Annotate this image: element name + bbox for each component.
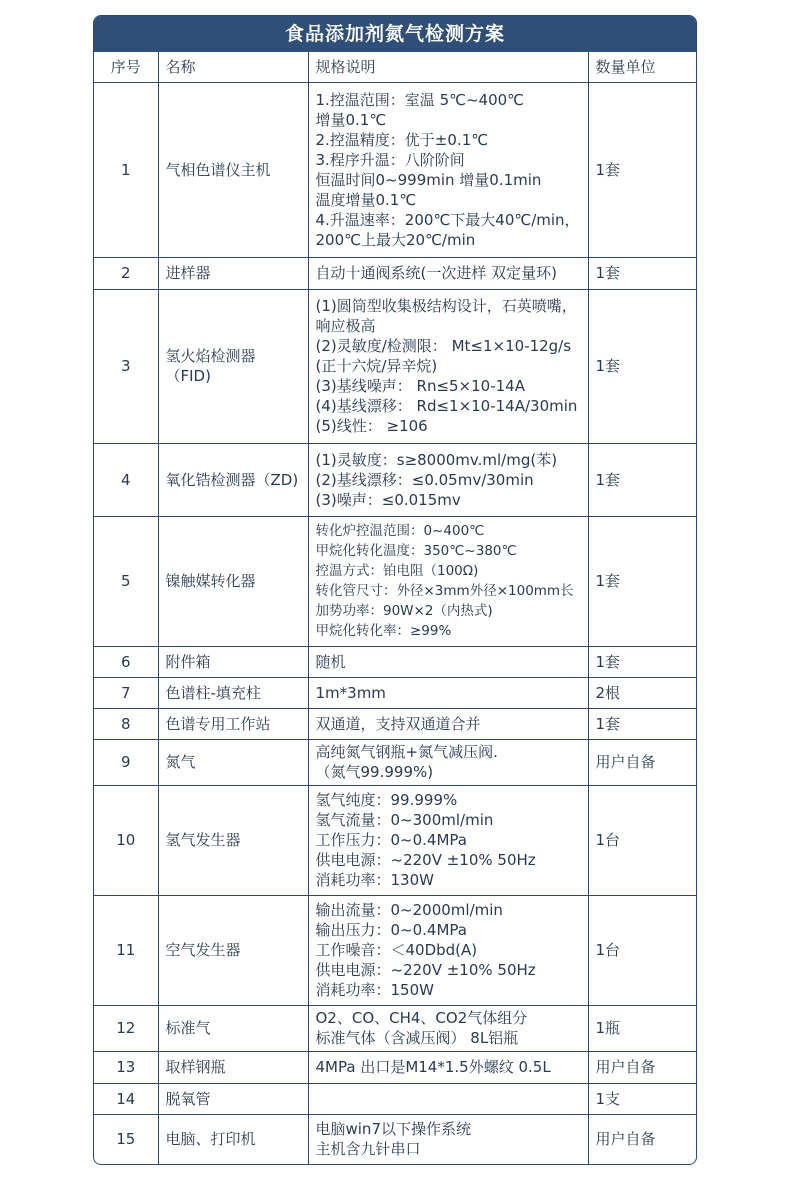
item-spec (308, 1005, 588, 1051)
spec-line: 1m*3mm (315, 683, 386, 702)
item-name: 氢气发生器 (158, 785, 308, 895)
header-spec: 规格说明 (308, 52, 588, 82)
spec-line: (2)灵敏度/检测限： Mt≤1×10-12g/s (315, 337, 572, 355)
item-name: 氮气 (158, 739, 308, 785)
spec-line: 1.控温范围：室温 5℃~400℃ (315, 90, 525, 109)
spec-line: 增量0.1℃ (315, 110, 387, 129)
row-number: 8 (94, 708, 158, 739)
header-row (94, 52, 696, 82)
item-name: 氧化锆检测器（ZD) (158, 443, 308, 516)
spec-line: 输出压力：0~0.4MPa (315, 921, 467, 939)
spec-line: 自动十通阀系统(一次进样 双定量环) (315, 264, 557, 282)
spec-line: (5)线性： ≥106 (315, 417, 428, 435)
row-number: 3 (94, 289, 158, 443)
spec-line: 高纯氮气钢瓶+氮气减压阀. (315, 743, 498, 761)
item-quantity: 1支 (588, 1083, 696, 1114)
spec-line: 主机含九针串口 (315, 1140, 421, 1159)
item-spec (308, 257, 588, 289)
spec-line: 消耗功率：150W (315, 981, 434, 999)
spec-line: 2.控温精度：优于±0.1℃ (315, 130, 489, 149)
scheme-table-card (93, 15, 697, 1165)
item-quantity: 1套 (588, 289, 696, 443)
item-name: 取样钢瓶 (158, 1051, 308, 1083)
table-row (94, 289, 696, 443)
scheme-table (94, 52, 696, 1164)
item-quantity: 1套 (588, 82, 696, 257)
spec-line: 恒温时间0~999min 增量0.1min (315, 170, 542, 189)
spec-line: 氢气流量：0~300ml/min (315, 811, 494, 829)
spec-line: 温度增量0.1℃ (315, 190, 417, 209)
header-qty: 数量单位 (588, 52, 696, 82)
item-spec (308, 289, 588, 443)
table-row (94, 1051, 696, 1083)
item-spec (308, 1114, 588, 1164)
item-quantity: 1台 (588, 895, 696, 1005)
spec-line: 甲烷化转化率：≥99% (315, 623, 452, 639)
spec-line: 转化炉控温范围：0~400℃ (315, 523, 485, 539)
item-name: 附件箱 (158, 646, 308, 677)
spec-line: 输出流量：0~2000ml/min (315, 901, 503, 919)
table-row (94, 1114, 696, 1164)
row-number: 11 (94, 895, 158, 1005)
spec-line: 标准气体（含减压阀） 8L铝瓶 (315, 1029, 519, 1047)
spec-line: 4MPa 出口是M14*1.5外螺纹 0.5L (315, 1058, 551, 1076)
spec-line: O2、CO、CH4、CO2气体组分 (315, 1009, 528, 1027)
item-spec (308, 1051, 588, 1083)
item-spec (308, 785, 588, 895)
item-quantity: 用户自备 (588, 1114, 696, 1164)
spec-line: (1)灵敏度：s≥8000mv.ml/mg(苯) (315, 450, 558, 469)
spec-line: 双通道，支持双通道合并 (315, 714, 481, 733)
item-spec (308, 443, 588, 516)
spec-line: 消耗功率：130W (315, 871, 434, 889)
spec-line: (1)圆筒型收集极结构设计，石英喷嘴， (315, 297, 577, 315)
row-number: 1 (94, 82, 158, 257)
item-quantity: 用户自备 (588, 739, 696, 785)
item-spec (308, 677, 588, 708)
item-spec (308, 739, 588, 785)
item-name: 电脑、打印机 (158, 1114, 308, 1164)
table-row (94, 257, 696, 289)
item-name: 镍触媒转化器 (158, 516, 308, 646)
item-spec (308, 82, 588, 257)
item-name: 氢火焰检测器（FID) (158, 289, 308, 443)
spec-line: 氢气纯度：99.999% (315, 791, 458, 809)
table-row (94, 646, 696, 677)
table-row (94, 708, 696, 739)
table-row (94, 1083, 696, 1114)
row-number: 12 (94, 1005, 158, 1051)
item-name: 标准气 (158, 1005, 308, 1051)
row-number: 6 (94, 646, 158, 677)
row-number: 10 (94, 785, 158, 895)
spec-line: 工作压力：0~0.4MPa (315, 831, 467, 849)
item-name: 空气发生器 (158, 895, 308, 1005)
item-quantity: 1套 (588, 516, 696, 646)
table-body (94, 82, 696, 1164)
row-number: 14 (94, 1083, 158, 1114)
spec-line: 4.升温速率：200℃下最大40℃/min， (315, 210, 580, 229)
item-quantity: 1套 (588, 646, 696, 677)
row-number: 2 (94, 257, 158, 289)
item-name: 脱氧管 (158, 1083, 308, 1114)
spec-line: 转化管尺寸：外径×3mm外径×100mm长 (315, 583, 574, 599)
spec-line: 供电电源：~220V ±10% 50Hz (315, 851, 536, 869)
item-name: 色谱专用工作站 (158, 708, 308, 739)
item-name: 气相色谱仪主机 (158, 82, 308, 257)
row-number: 9 (94, 739, 158, 785)
item-quantity: 1套 (588, 708, 696, 739)
table-row (94, 443, 696, 516)
header-no: 序号 (94, 52, 158, 82)
header-name: 名称 (158, 52, 308, 82)
spec-line: (正十六烷/异辛烷) (315, 357, 438, 375)
table-row (94, 785, 696, 895)
spec-line: (4)基线漂移： Rd≤1×10-14A/30min (315, 397, 578, 415)
spec-line: 电脑win7以下操作系统 (315, 1120, 471, 1139)
item-quantity: 用户自备 (588, 1051, 696, 1083)
item-spec (308, 895, 588, 1005)
item-spec (308, 1083, 588, 1114)
table-row (94, 82, 696, 257)
row-number: 13 (94, 1051, 158, 1083)
table-row (94, 677, 696, 708)
item-quantity: 1套 (588, 443, 696, 516)
item-spec (308, 516, 588, 646)
spec-line: 随机 (315, 652, 346, 671)
spec-line: 供电电源：~220V ±10% 50Hz (315, 961, 536, 979)
table-row (94, 739, 696, 785)
row-number: 7 (94, 677, 158, 708)
item-quantity: 1套 (588, 257, 696, 289)
row-number: 5 (94, 516, 158, 646)
spec-line: 控温方式：铂电阻（100Ω) (315, 563, 479, 579)
item-quantity: 1台 (588, 785, 696, 895)
spec-line: 200℃上最大20℃/min (315, 230, 476, 249)
item-quantity: 2根 (588, 677, 696, 708)
item-name: 进样器 (158, 257, 308, 289)
spec-line: 3.程序升温：八阶阶间 (315, 150, 465, 169)
spec-line: (3)噪声：≤0.015mv (315, 490, 461, 509)
spec-line: 工作噪音：＜40Dbd(A) (315, 941, 478, 959)
item-name: 色谱柱-填充柱 (158, 677, 308, 708)
spec-line: (3)基线噪声： Rn≤5×10-14A (315, 377, 525, 395)
table-row (94, 1005, 696, 1051)
row-number: 15 (94, 1114, 158, 1164)
item-spec (308, 708, 588, 739)
table-title: 食品添加剂氮气检测方案 (94, 16, 696, 52)
item-quantity: 1瓶 (588, 1005, 696, 1051)
spec-line: 响应极高 (315, 317, 376, 335)
item-spec (308, 646, 588, 677)
spec-line: 加势功率：90W×2（内热式) (315, 603, 493, 619)
spec-line: 甲烷化转化温度：350℃~380℃ (315, 543, 517, 559)
spec-line: (2)基线漂移：≤0.05mv/30min (315, 470, 534, 489)
spec-line: （氮气99.999%) (315, 763, 434, 781)
table-row (94, 895, 696, 1005)
table-row (94, 516, 696, 646)
row-number: 4 (94, 443, 158, 516)
